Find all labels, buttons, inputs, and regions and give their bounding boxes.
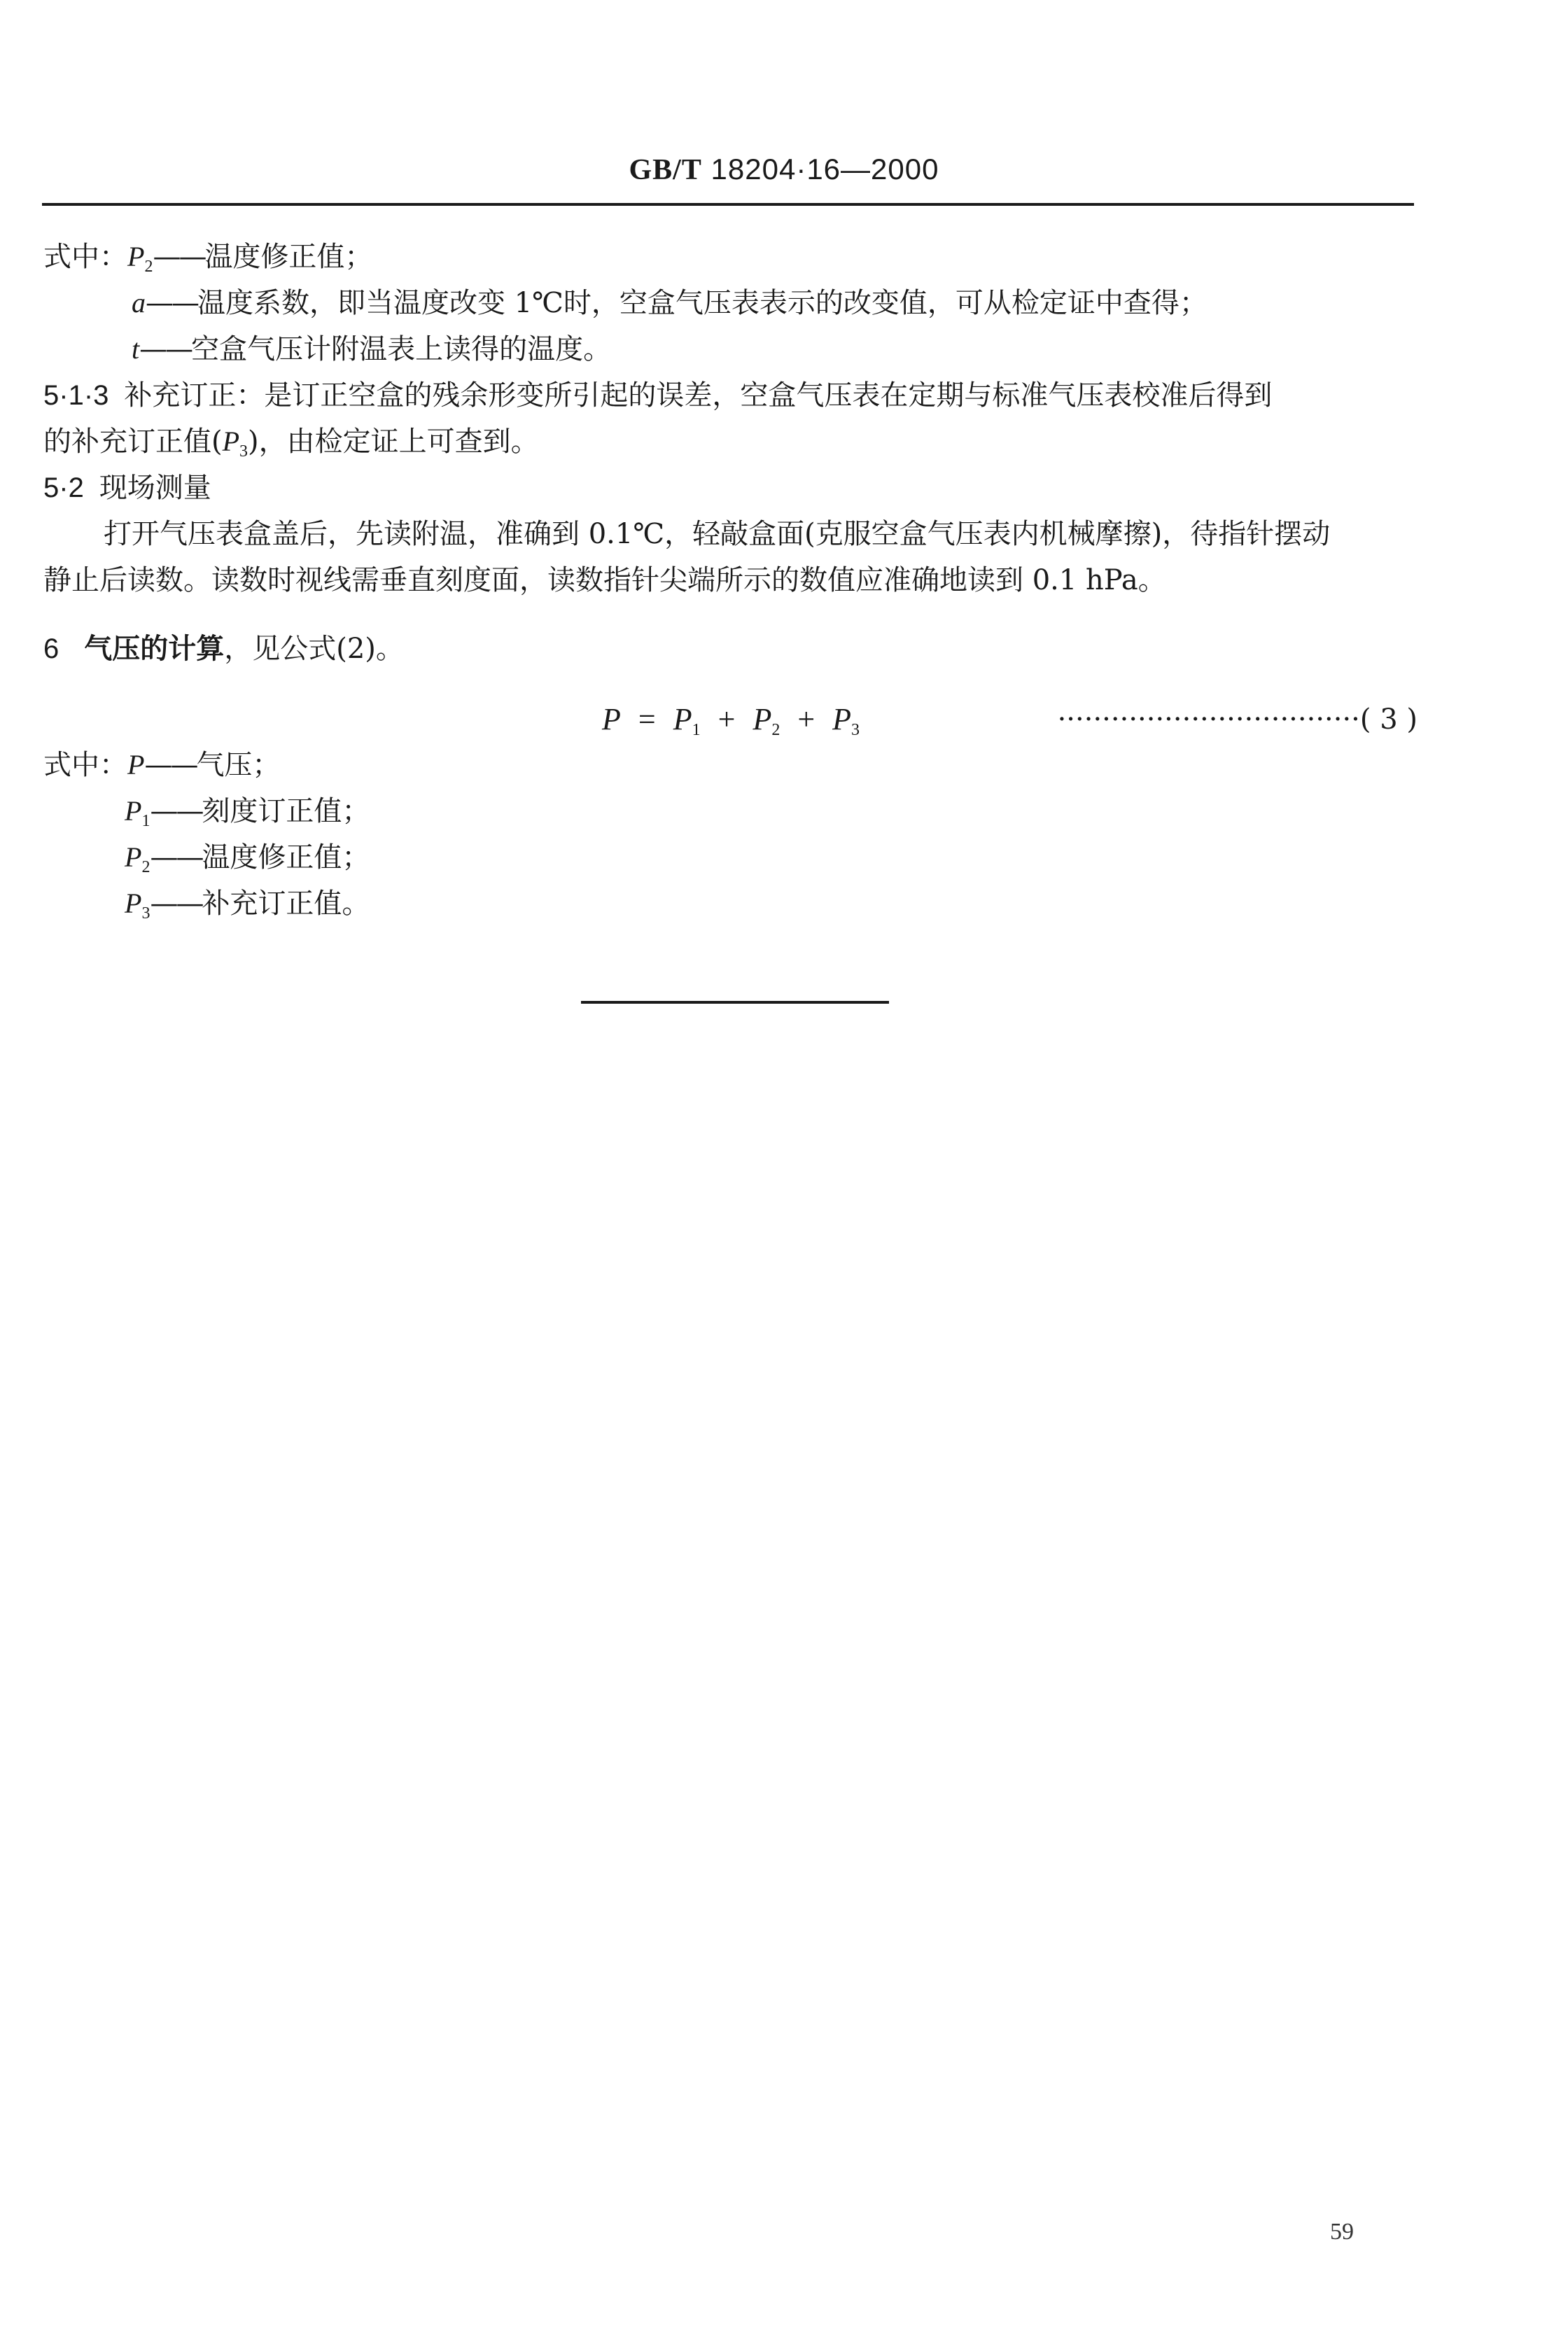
p1-symbol: P — [125, 795, 142, 827]
where-line-a — [132, 286, 1208, 321]
p2-definition: 温度修正值； — [204, 241, 373, 273]
a-symbol: a — [132, 287, 146, 318]
p3-subscript: 3 — [141, 904, 150, 923]
p2b-symbol: P — [125, 841, 142, 873]
section-52-para-text2: 静止后读数。读数时视线需垂直刻度面，读数指针尖端所示的数值应准确地读到 0.1 hPa。 — [43, 564, 1166, 596]
t-symbol: t — [132, 333, 140, 365]
where2-line-p — [43, 748, 280, 783]
p2b-dash: —— — [150, 841, 202, 874]
where-line-p2 — [43, 239, 372, 284]
section-52-title: 现场测量 — [99, 472, 211, 504]
a-definition: 温度系数，即当温度改变 1℃时，空盒气压表表示的改变值，可从检定证中查得； — [197, 287, 1208, 319]
formula-term3-sub: 3 — [851, 721, 860, 739]
p2-subscript: 2 — [144, 258, 153, 276]
section-6-number: 6 — [43, 633, 59, 664]
p-definition: 气压； — [196, 749, 281, 781]
section-513-number: 5·1·3 — [43, 380, 109, 411]
formula-number-line — [1040, 700, 1418, 739]
p3-subscript-inline: 3 — [239, 442, 248, 461]
p3-symbol: P — [125, 888, 142, 919]
section-513-text-line1: 补充订正：是订正空盒的残余形变所引起的误差，空盒气压表在定期与标准气压表校准后得到 — [124, 379, 1273, 412]
t-definition: 空盒气压计附温表上读得的温度。 — [191, 333, 612, 365]
formula-plus2: + — [797, 702, 816, 736]
section-513-text-line2-post: )，由检定证上可查到。 — [248, 426, 539, 458]
section-6-tail: ，见公式(2)。 — [224, 633, 404, 665]
formula-term1: P — [673, 702, 692, 736]
p-symbol: P — [127, 749, 145, 780]
p-dash: —— — [144, 749, 197, 781]
formula-plus1: + — [718, 702, 736, 736]
section-513-line2 — [43, 424, 539, 469]
formula-term2: P — [752, 702, 772, 736]
section-52-heading — [43, 470, 211, 505]
header-rule — [42, 203, 1414, 206]
section-52-para-line1 — [104, 517, 1330, 552]
t-dash: —— — [139, 333, 192, 365]
standard-number: 18204·16—2000 — [710, 153, 939, 185]
p3-dash: —— — [150, 888, 202, 920]
where-lead: 式中： — [43, 241, 127, 273]
formula-equals: = — [638, 702, 656, 736]
formula-term3: P — [832, 702, 852, 736]
page-number: 59 — [1330, 2219, 1354, 2245]
where2-line-p2 — [125, 840, 370, 885]
where2-lead: 式中： — [43, 749, 127, 781]
p3-definition: 补充订正值。 — [202, 888, 370, 920]
where-line-t — [132, 332, 611, 367]
p2b-definition: 温度修正值； — [202, 841, 370, 874]
section-6-title: 气压的计算 — [84, 632, 225, 665]
where2-line-p3 — [125, 886, 370, 931]
formula-term2-sub: 2 — [771, 721, 780, 739]
p2-symbol: P — [127, 241, 145, 272]
section-513-text-line2-pre: 的补充订正值( — [43, 426, 223, 458]
where2-line-p1 — [125, 794, 370, 839]
p1-subscript: 1 — [141, 812, 150, 830]
a-dash: —— — [146, 287, 197, 319]
p1-definition: 刻度订正值； — [202, 795, 370, 827]
formula-lhs: P — [602, 702, 621, 736]
formula-term1-sub: 1 — [692, 721, 701, 739]
p1-dash: —— — [150, 795, 202, 827]
section-513-line1 — [43, 378, 1415, 413]
end-of-document-rule — [581, 1001, 889, 1004]
section-52-number: 5·2 — [43, 472, 84, 503]
running-header — [0, 153, 1568, 187]
p2-dash: —— — [153, 241, 205, 273]
section-52-para-line2 — [43, 563, 1166, 598]
standard-prefix: GB/T — [629, 154, 702, 186]
formula-number: ( 3 ) — [1359, 703, 1418, 736]
section-52-para-text1: 打开气压表盒盖后，先读附温，准确到 0.1℃，轻敲盒面(克服空盒气压表内机械摩擦)，待指针摆动 — [104, 518, 1331, 550]
p3-symbol-inline: P — [222, 426, 240, 457]
formula-3 — [602, 700, 860, 750]
p2b-subscript: 2 — [141, 858, 150, 876]
section-6-heading — [43, 631, 404, 666]
formula-leader-dots: ·································· — [1057, 703, 1360, 736]
